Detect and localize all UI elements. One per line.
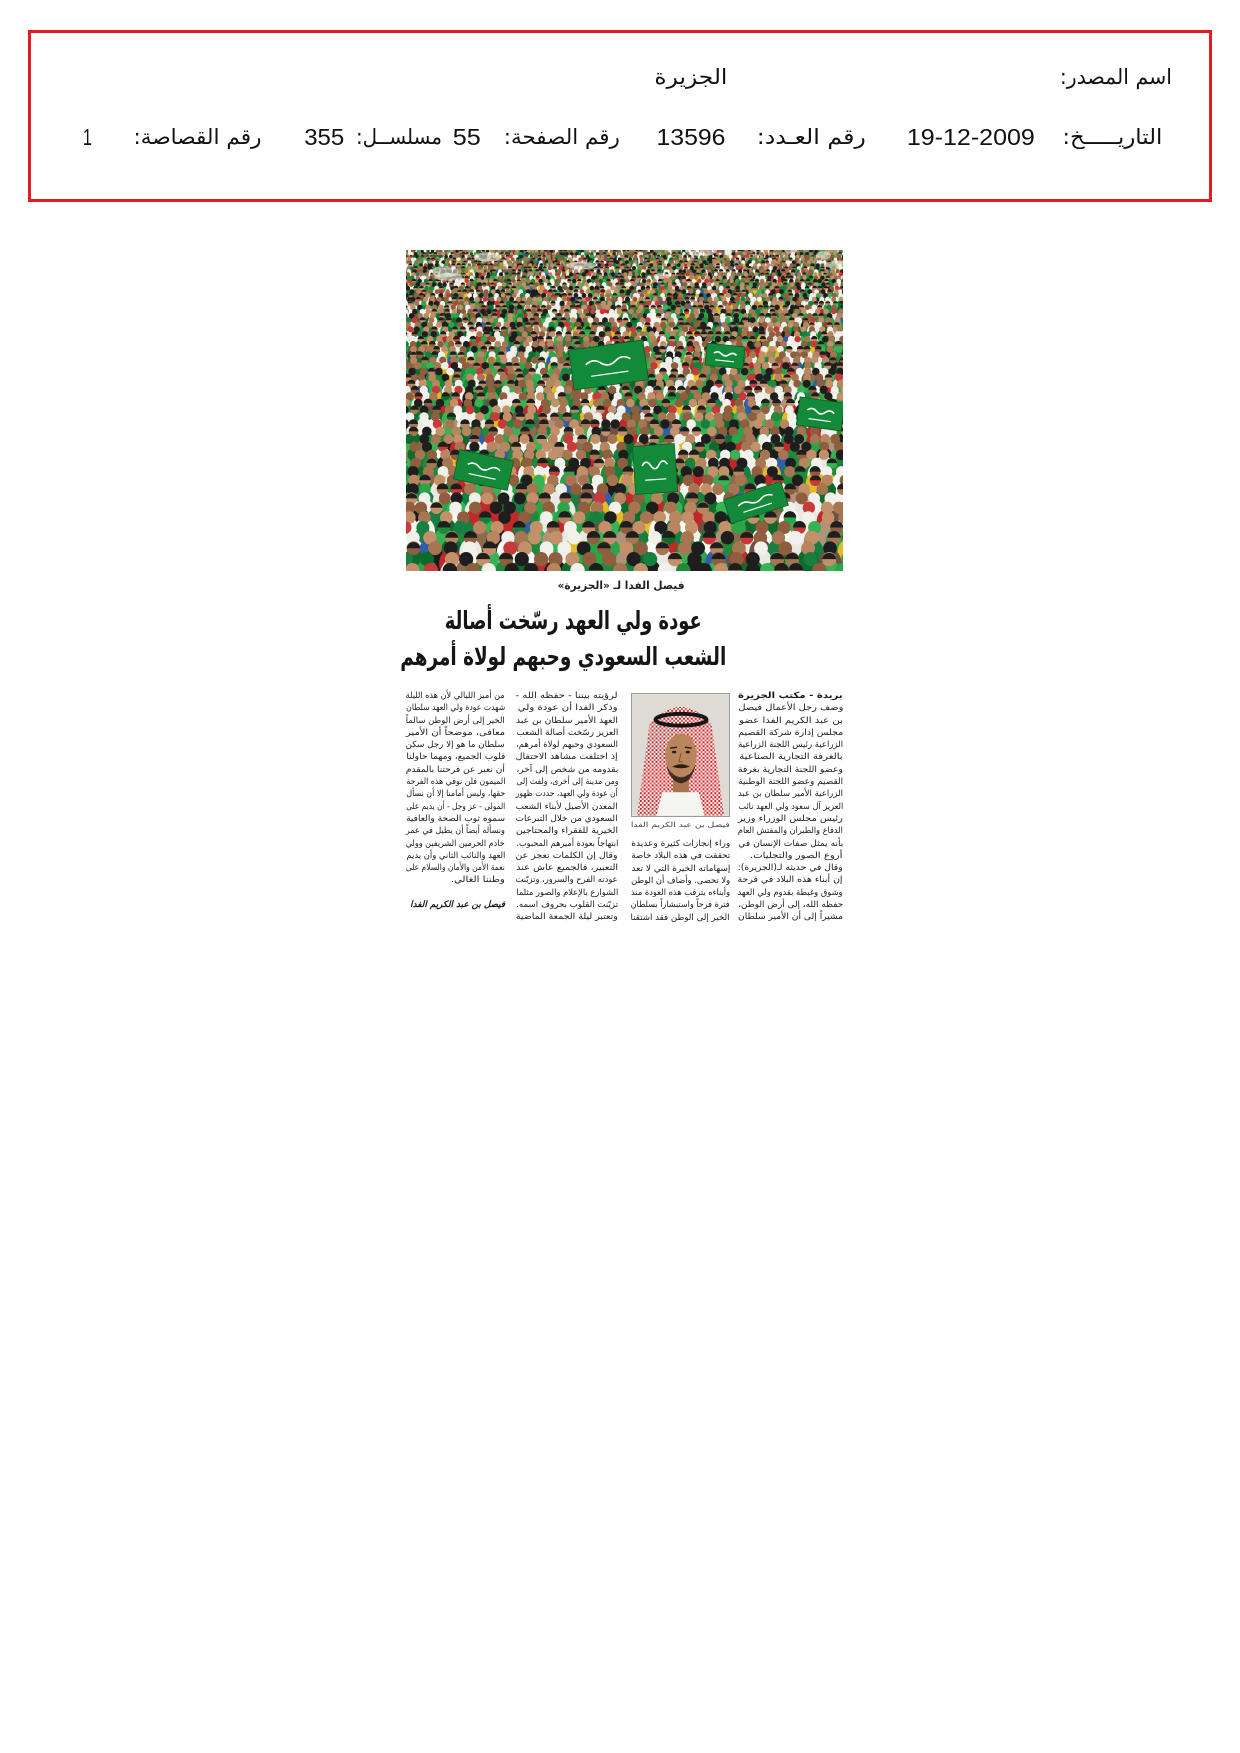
article-text-line — [738, 899, 843, 911]
article-text-line-content: ولا تحصى. وأضاف أن الوطن — [631, 875, 730, 886]
article-text-line-content: الزراعية رئيس اللجنة الزراعية — [737, 740, 843, 751]
clipping-number-text: 1 — [82, 124, 92, 150]
article-text-line-content: وصف رجل الأعمال فيصل — [738, 703, 843, 714]
article-text-line — [631, 899, 730, 911]
article-text-line — [516, 825, 618, 837]
article-text-line — [738, 813, 843, 825]
article-text-line — [738, 715, 843, 727]
page-label-text: رقم الصفحة: — [503, 125, 620, 149]
article-text-line — [516, 911, 618, 923]
serial-label — [356, 122, 442, 152]
article-text-line — [738, 788, 843, 800]
author-signature — [406, 899, 505, 912]
article-text-line-content: وقال في حديثه لـ(الجزيرة): — [738, 863, 843, 874]
article-text-line-content: المعدن الأصيل لأبناء الشعب — [515, 801, 618, 812]
article-text-line-content: المولى - عز وجل - أن يديم على — [405, 801, 505, 812]
portrait-caption-text: فيصل بن عبد الكريم الفدا — [631, 821, 730, 829]
date-label-text: التاريـــــخ: — [1062, 125, 1162, 149]
article-text-line-content: خادم الحرمين الشريفين وولي — [406, 838, 505, 849]
article-text-line — [738, 911, 843, 923]
headline-line-2 — [400, 640, 785, 674]
article-text-line — [516, 776, 618, 788]
article-text-line-content: الشوارع بالإعلام والصور مثلما — [515, 887, 618, 898]
article-text-line — [406, 788, 505, 800]
crowd-photo — [406, 250, 843, 571]
issue-number-text: 13596 — [655, 124, 726, 150]
article-text-line-content: ابتهاجاً بعودة أميرهم المحبوب. — [516, 838, 618, 849]
article-text-line — [406, 801, 505, 813]
date-label — [1062, 122, 1162, 152]
article-column-3 — [516, 690, 618, 924]
serial-label-text: مسلســل: — [356, 125, 442, 149]
dateline-text: بريدة - مكتب الجزيرة — [738, 691, 843, 701]
article-byline — [557, 578, 687, 594]
article-text-line-content: عودته الفرح والسرور، وتزيّنت — [516, 875, 618, 886]
article-text-line — [406, 764, 505, 776]
article-text-line-content: التعبير، فالجميع عاش عند — [515, 863, 618, 874]
article-text-line — [406, 850, 505, 862]
article-text-line-content: لرؤيته بيننا - حفظه الله - — [515, 691, 618, 701]
article-text-line-content: بن عبد الكريم الفدا عضو — [739, 715, 843, 726]
article-text-line — [406, 825, 505, 837]
article-text-line — [406, 776, 505, 788]
article-text-line-content: الخير إلى أرض الوطن سالماً — [405, 715, 505, 726]
issue-label-text: رقم العـدد: — [756, 125, 866, 149]
article-text-line-content: حقها، وليس أمامنا إلا أن نسأل — [406, 789, 505, 800]
article-text-line-content: وطننا الغالي. — [450, 875, 505, 886]
clipping-label-text: رقم القصاصة: — [132, 125, 261, 149]
article-text-line-content: العزيز رسّخت أصالة الشعب — [515, 727, 618, 738]
article-text-line-content: رئيس مجلس الوزراء وزير — [737, 813, 843, 824]
issue-number — [656, 122, 725, 152]
article-text-line-content: فترة فرحاً واستبشاراً بسلطان — [631, 900, 730, 911]
article-text-line — [516, 874, 618, 886]
article-text-line — [406, 838, 505, 850]
article-text-line-content: تحققت في هذه البلاد خاصة — [631, 851, 730, 862]
author-signature-text: فيصل بن عبد الكريم الفدا — [410, 900, 505, 910]
article-column-4 — [406, 690, 505, 887]
article-text-line — [631, 838, 730, 850]
article-text-line-content: العزيز آل سعود ولي العهد نائب — [738, 801, 843, 812]
article-text-line-content: الخير إلى الوطن فقد اشتقنا — [630, 912, 730, 923]
article-text-line-content: سلطان ما هو إلا رجل سكن — [405, 740, 505, 751]
headline-line-1 — [445, 604, 753, 638]
article-text-line-content: وراء إنجازات كثيرة وعديدة — [631, 839, 730, 849]
article-text-line-content: مشيراً إلى أن الأمير سلطان — [738, 912, 843, 923]
article-text-line — [631, 875, 730, 887]
article-text-line-content: شهدت عودة ولي العهد سلطان — [405, 703, 505, 714]
article-text-line — [406, 690, 505, 702]
article-text-line — [631, 863, 730, 875]
article-text-line — [631, 912, 730, 924]
article-column-2 — [631, 838, 730, 924]
article-text-line — [406, 813, 505, 825]
article-text-line — [516, 899, 618, 911]
article-text-line — [516, 838, 618, 850]
article-text-line — [406, 751, 505, 763]
article-text-line-content: نعمة الأمن والأمان والسلام على — [405, 863, 505, 874]
article-text-line-content: وذكر الفدا أن عودة ولي — [518, 703, 618, 714]
clipping-label — [133, 122, 261, 152]
article-text-line — [516, 764, 618, 776]
headline-line-2-text: الشعب السعودي وحبهم لولاة أمرهم — [400, 642, 727, 671]
article-text-line-content: وتعتبر ليلة الجمعة الماضية — [516, 912, 618, 923]
article-text-line — [738, 739, 843, 751]
article-text-line-content: السعودي من خلال التبرعات — [515, 813, 618, 824]
article-text-line — [406, 702, 505, 714]
article-text-line — [738, 874, 843, 886]
article-text-line — [738, 801, 843, 813]
article-text-line — [406, 739, 505, 751]
portrait-photo — [631, 693, 730, 817]
article-text-line — [516, 715, 618, 727]
article-text-line-content: إن أبناء هذه البلاد في فرحة — [738, 875, 843, 886]
article-text-line — [406, 715, 505, 727]
dateline — [738, 690, 843, 702]
source-label-text: اسم المصدر: — [1060, 65, 1172, 89]
article-text-line-content: قلوب الجميع، ومهما حاولنا — [406, 752, 505, 763]
article-text-line — [738, 887, 843, 899]
article-text-line — [406, 862, 505, 874]
article-text-line-content: القصيم وعضو اللجنة الوطنية — [738, 777, 843, 788]
article-text-line-content: بأنه يمثل صفات الإنسان في — [737, 838, 843, 849]
article-text-line — [631, 850, 730, 862]
article-text-line-content: وعضو اللجنة التجارية بغرفة — [737, 764, 843, 775]
article-text-line — [516, 727, 618, 739]
article-column-1 — [738, 690, 843, 924]
article-text-line — [516, 690, 618, 702]
article-text-line — [631, 887, 730, 899]
article-text-line-content: إذ اختلفت مشاهد الاحتفال — [515, 752, 618, 763]
issue-label — [757, 122, 866, 152]
source-label — [1060, 62, 1172, 92]
date-value-text: 19-12-2009 — [907, 124, 1035, 150]
article-text-line-content: تزيّنت القلوب بحروف اسمه. — [515, 900, 618, 911]
article-text-line-content: أروع الصور والتجليات. — [750, 850, 843, 861]
article-text-line-content: حفظه الله، إلى أرض الوطن، — [738, 900, 843, 911]
article-text-line — [738, 862, 843, 874]
article-text-line-content: وشوق وغبطة بقدوم ولي العهد — [737, 887, 843, 898]
article-text-line-content: الخيرية للفقراء والمحتاجين — [516, 826, 618, 837]
article-text-line-content: من أميز الليالي لأن هذه الليلة — [405, 691, 505, 701]
article-text-line — [516, 801, 618, 813]
article-text-line-content: معافى، موضحاً أن الأمير — [406, 727, 505, 738]
article-text-line — [738, 850, 843, 862]
article-text-line — [738, 751, 843, 763]
article-text-line-content: وقال إن الكلمات تعجز عن — [516, 850, 618, 861]
clipping-number — [81, 122, 90, 152]
page-label — [504, 122, 620, 152]
article-text-line — [406, 727, 505, 739]
article-text-line — [738, 702, 843, 714]
article-text-line — [516, 739, 618, 751]
article-text-line-content: الدفاع والطيران والمفتش العام — [738, 826, 843, 837]
article-text-line — [516, 862, 618, 874]
portrait-caption — [631, 820, 730, 831]
article-text-line-content: ومن مدينة إلى أخرى، ولفت إلى — [515, 777, 618, 788]
article-text-line-content: بقدومه من شخص إلى آخر، — [516, 764, 618, 775]
article-text-line-content: الزراعية الأمير سلطان بن عبد — [737, 789, 843, 800]
article-text-line-content: أن عودة ولي العهد، جددت ظهور — [516, 789, 618, 800]
article-text-line-content: أن نعبر عن فرحتنا بالمقدم — [405, 764, 505, 775]
article-text-line-content: الميمون فلن نوفي هذه الفرحة — [405, 777, 505, 788]
article-text-line — [516, 702, 618, 714]
article-text-line — [516, 751, 618, 763]
date-value — [907, 122, 1035, 152]
article-text-line-content: إسهاماته الخيرة التي لا تعد — [630, 863, 730, 874]
page-number — [453, 122, 481, 152]
source-name — [654, 62, 727, 92]
article-text-line-content: سموه ثوب الصحة والعافية — [406, 813, 505, 824]
article-text-line-content: العهد والنائب الثاني وأن يديم — [406, 850, 505, 861]
article-byline-text: فيصل الفدا لـ «الجزيرة» — [557, 579, 685, 592]
article-text-line — [738, 776, 843, 788]
article-text-line — [516, 813, 618, 825]
article-text-line — [738, 825, 843, 837]
article-text-line — [738, 764, 843, 776]
article-text-line-content: السعودي وحبهم لولاة أمرهم، — [515, 740, 618, 751]
article-text-line — [516, 850, 618, 862]
article-text-line-content: مجلس إدارة شركة القصيم — [737, 727, 843, 738]
article-text-line — [516, 788, 618, 800]
article-text-line — [516, 887, 618, 899]
article-text-line-content: بالغرفة التجارية الصناعية — [739, 752, 843, 763]
article-text-line — [406, 874, 505, 886]
serial-number-text: 355 — [304, 124, 344, 150]
article-text-line — [738, 838, 843, 850]
article-text-line — [738, 727, 843, 739]
page-number-text: 55 — [453, 124, 481, 150]
headline-line-1-text: عودة ولي العهد رسّخت أصالة — [445, 606, 703, 635]
article-text-line-content: ونسأله أيضاً أن يطيل في عمر — [405, 826, 505, 837]
article-text-line-content: العهد الأمير سلطان بن عبد — [516, 715, 618, 726]
source-info-box — [28, 30, 1212, 202]
article-text-line-content: وأبناءه يترقب هذه العودة منذ — [630, 888, 730, 899]
serial-number — [304, 122, 344, 152]
source-name-text: الجزيرة — [654, 65, 727, 89]
